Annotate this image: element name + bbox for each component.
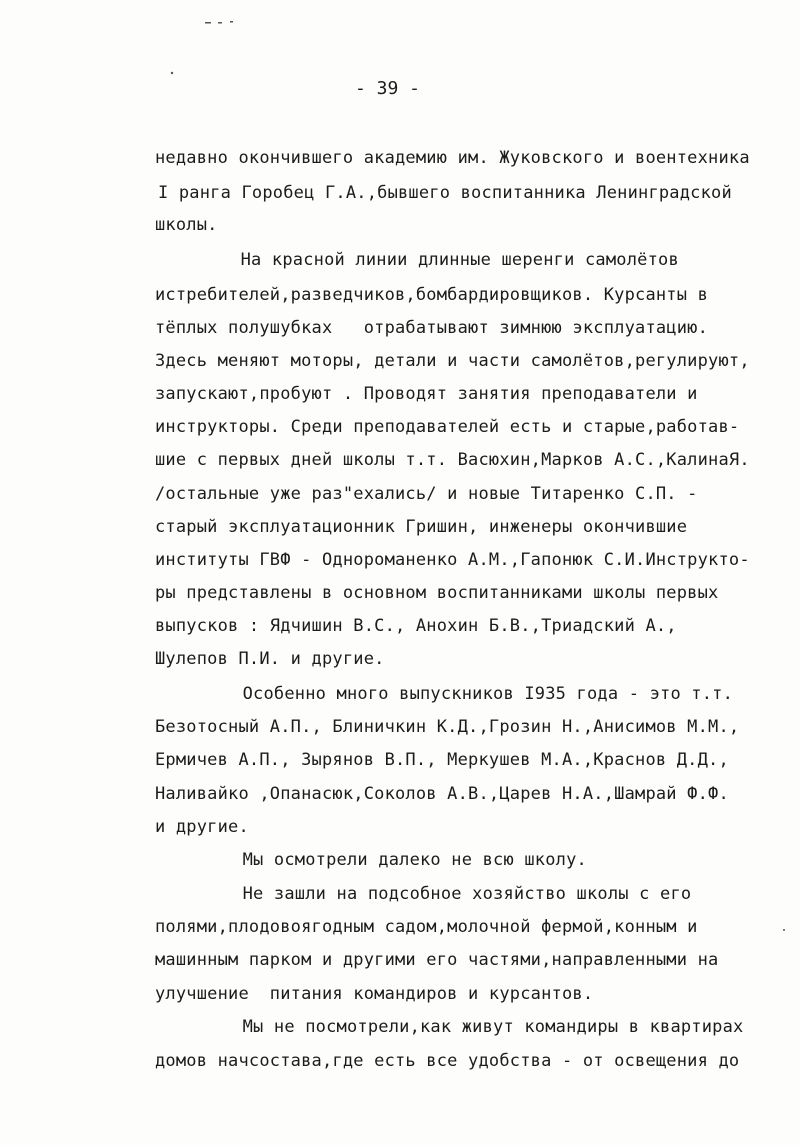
text-line: Не зашли на подсобное хозяйство школы с его: [180, 884, 692, 904]
text-line: I ранга Горобец Г.А.,бывшего воспитанника Ленинградской: [158, 183, 732, 203]
text-line: запускают,пробуют . Проводят занятия преподаватели и: [155, 384, 698, 404]
text-line: полями,плодовоягодным садом,молочной фермой,конным и: [155, 917, 698, 937]
text-line: Мы не посмотрели,как живут командиры в квартирах: [180, 1017, 744, 1037]
scan-speck: [171, 72, 173, 74]
text-line: ры представлены в основном воспитанниками школы первых: [155, 583, 719, 603]
text-line: Наливайко ,Опанасюк,Соколов А.В.,Царев Н.А.,Шамрай Ф.Ф.: [155, 784, 729, 804]
text-line: Мы осмотрели далеко не всю школу.: [180, 850, 587, 870]
text-line: тёплых полушубках отрабатывают зимнюю эксплуатацию.: [155, 318, 709, 338]
text-line: институты ГВФ - Однороманенко А.М.,Гапонюк С.И.Инструкто-: [155, 550, 750, 570]
text-line: /остальные уже раз"ехались/ и новые Титаренко С.П. -: [155, 484, 698, 504]
text-line: Особенно много выпускников I935 года - это т.т.: [180, 684, 734, 704]
scan-speck: [783, 929, 785, 931]
scan-speck: [205, 22, 211, 24]
text-line: инструкторы. Среди преподавателей есть и старые,работав-: [155, 417, 740, 437]
text-line: Безотосный А.П., Блиничкин К.Д.,Грозин Н.,Анисимов М.М.,: [155, 717, 740, 737]
text-line: и другие.: [155, 817, 249, 837]
text-line: машинным парком и другими его частями,направленными на: [155, 950, 719, 970]
text-line: На красной линии длинные шеренги самолётов: [178, 250, 679, 270]
text-line: Шулепов П.И. и другие.: [155, 649, 385, 669]
text-line: Здесь меняют моторы, детали и части самолётов,регулируют,: [155, 351, 750, 371]
text-line: выпусков : Ядчишин В.С., Анохин Б.В.,Триадский А.,: [155, 616, 677, 636]
text-line: истребителей,разведчиков,бомбардировщиков. Курсанты в: [155, 285, 709, 305]
text-line: улучшение питания командиров и курсантов.: [155, 984, 594, 1004]
page-number: - 39 -: [355, 78, 421, 99]
text-line: старый эксплуатационник Гришин, инженеры окончившие: [155, 517, 688, 537]
scan-speck: [218, 22, 222, 24]
text-line: шие с первых дней школы т.т. Васюхин,Марков А.С.,КалинаЯ.: [155, 450, 750, 470]
text-line: школы.: [155, 215, 218, 235]
scan-speck: [230, 21, 233, 23]
text-line: домов начсостава,где есть все удобства - от освещения до: [155, 1051, 740, 1071]
text-line: недавно окончившего академию им. Жуковского и воентехника: [155, 148, 750, 168]
text-line: Ермичев А.П., Зырянов В.П., Меркушев М.А.,Краснов Д.Д.,: [155, 750, 729, 770]
